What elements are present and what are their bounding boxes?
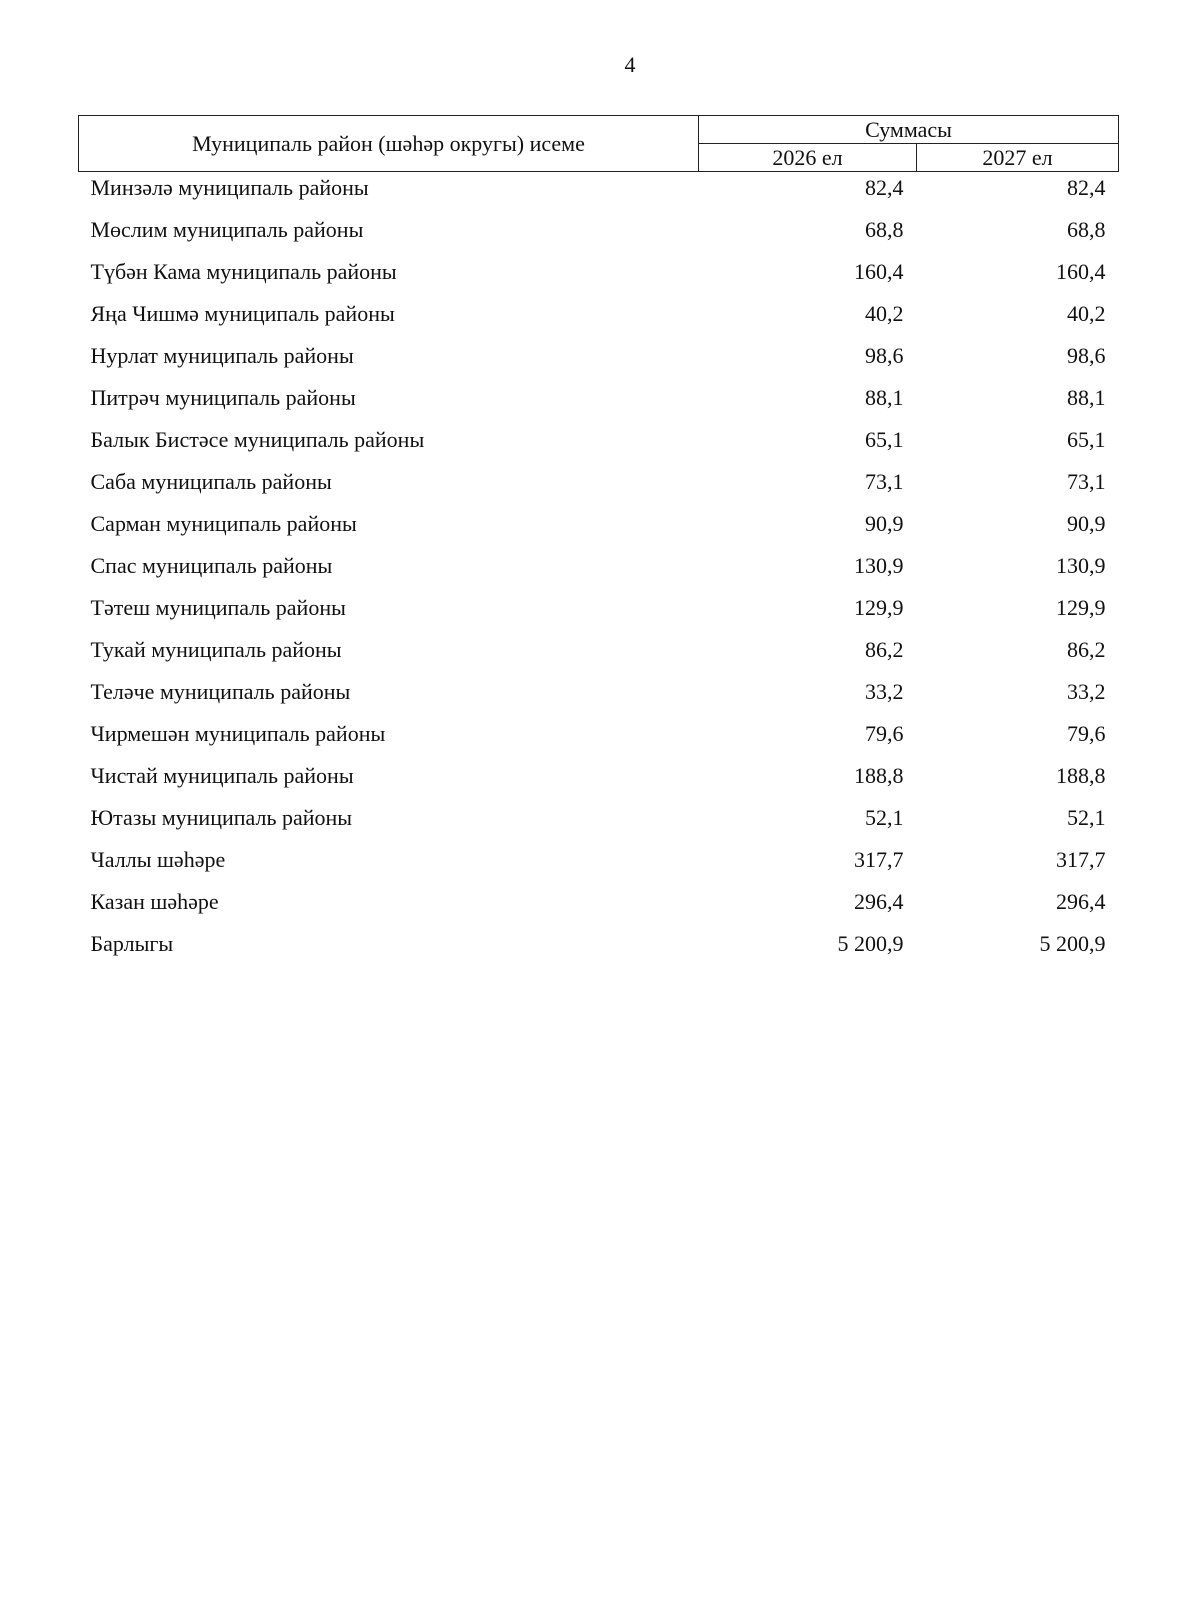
row-value-2026: 129,9 — [854, 595, 904, 620]
row-name: Балык Бистәсе муниципаль районы — [90, 427, 425, 452]
row-value-2027: 98,6 — [1067, 343, 1106, 368]
table-row — [79, 802, 1119, 844]
row-name: Чистай муниципаль районы — [90, 763, 354, 788]
row-value-2026: 40,2 — [865, 301, 904, 326]
row-value-2027: 160,4 — [1056, 259, 1106, 284]
row-name: Мөслим муниципаль районы — [90, 217, 364, 242]
row-value-2027: 317,7 — [1056, 847, 1106, 872]
row-value-2027: 33,2 — [1067, 679, 1106, 704]
budget-table — [78, 115, 1119, 970]
table-row — [79, 676, 1119, 718]
table-row — [79, 298, 1119, 340]
table-row — [79, 550, 1119, 592]
row-value-2026: 65,1 — [865, 427, 904, 452]
table-row — [79, 214, 1119, 256]
row-name: Саба муниципаль районы — [90, 469, 332, 494]
table-row — [79, 424, 1119, 466]
row-name: Теләче муниципаль районы — [90, 679, 351, 704]
row-value-2026: 86,2 — [865, 637, 904, 662]
row-value-2026: 82,4 — [865, 175, 904, 200]
row-value-2026: 73,1 — [865, 469, 904, 494]
row-name: Ютазы муниципаль районы — [90, 805, 353, 830]
row-value-2027: 88,1 — [1067, 385, 1106, 410]
row-value-2026: 79,6 — [865, 721, 904, 746]
table-row — [79, 886, 1119, 928]
row-name: Нурлат муниципаль районы — [90, 343, 354, 368]
row-value-2027: 52,1 — [1067, 805, 1106, 830]
row-value-2027: 73,1 — [1067, 469, 1106, 494]
row-name: Барлыгы — [90, 931, 174, 956]
row-name: Чирмешән муниципаль районы — [90, 721, 386, 746]
row-value-2026: 130,9 — [854, 553, 904, 578]
column-header-2027: 2027 ел — [917, 144, 1119, 172]
table-header — [79, 116, 1119, 172]
row-value-2026: 317,7 — [854, 847, 904, 872]
table-row — [79, 172, 1119, 215]
row-name: Минзәлә муниципаль районы — [90, 175, 369, 200]
table-row — [79, 718, 1119, 760]
row-name: Түбән Кама муниципаль районы — [90, 259, 397, 284]
row-value-2026: 52,1 — [865, 805, 904, 830]
table-row — [79, 592, 1119, 634]
row-value-2027: 130,9 — [1056, 553, 1106, 578]
row-value-2027: 129,9 — [1056, 595, 1106, 620]
row-value-2026: 98,6 — [865, 343, 904, 368]
row-value-2027: 188,8 — [1056, 763, 1106, 788]
table-row — [79, 760, 1119, 802]
row-value-2027: 5 200,9 — [1039, 931, 1106, 956]
column-header-2026: 2026 ел — [699, 144, 917, 172]
row-value-2026: 68,8 — [865, 217, 904, 242]
page-number: 4 — [624, 52, 636, 77]
row-value-2026: 33,2 — [865, 679, 904, 704]
row-name: Тукай муниципаль районы — [90, 637, 342, 662]
row-value-2027: 90,9 — [1067, 511, 1106, 536]
row-value-2027: 68,8 — [1067, 217, 1106, 242]
row-value-2026: 160,4 — [854, 259, 904, 284]
row-name: Яңа Чишмә муниципаль районы — [90, 301, 395, 326]
table-row — [79, 340, 1119, 382]
row-value-2026: 296,4 — [854, 889, 904, 914]
row-value-2026: 188,8 — [854, 763, 904, 788]
row-value-2027: 79,6 — [1067, 721, 1106, 746]
row-name: Сарман муниципаль районы — [90, 511, 357, 536]
table-row — [79, 508, 1119, 550]
row-value-2027: 86,2 — [1067, 637, 1106, 662]
row-name: Питрәч муниципаль районы — [90, 385, 356, 410]
row-value-2026: 90,9 — [865, 511, 904, 536]
row-value-2027: 296,4 — [1056, 889, 1106, 914]
table-row — [79, 256, 1119, 298]
row-value-2027: 65,1 — [1067, 427, 1106, 452]
table-row — [79, 844, 1119, 886]
table-row — [79, 466, 1119, 508]
row-name: Чаллы шәһәре — [90, 847, 226, 872]
table-body — [79, 172, 1119, 971]
row-value-2027: 40,2 — [1067, 301, 1106, 326]
table-row — [79, 382, 1119, 424]
row-value-2027: 82,4 — [1067, 175, 1106, 200]
table-row — [79, 634, 1119, 676]
column-header-name: Муниципаль район (шәһәр округы) исеме — [79, 116, 699, 172]
table-total-row — [79, 928, 1119, 970]
row-value-2026: 5 200,9 — [837, 931, 904, 956]
row-name: Тәтеш муниципаль районы — [90, 595, 346, 620]
row-value-2026: 88,1 — [865, 385, 904, 410]
row-name: Спас муниципаль районы — [90, 553, 333, 578]
row-name: Казан шәһәре — [90, 889, 219, 914]
column-header-amount: Суммасы — [699, 116, 1119, 144]
